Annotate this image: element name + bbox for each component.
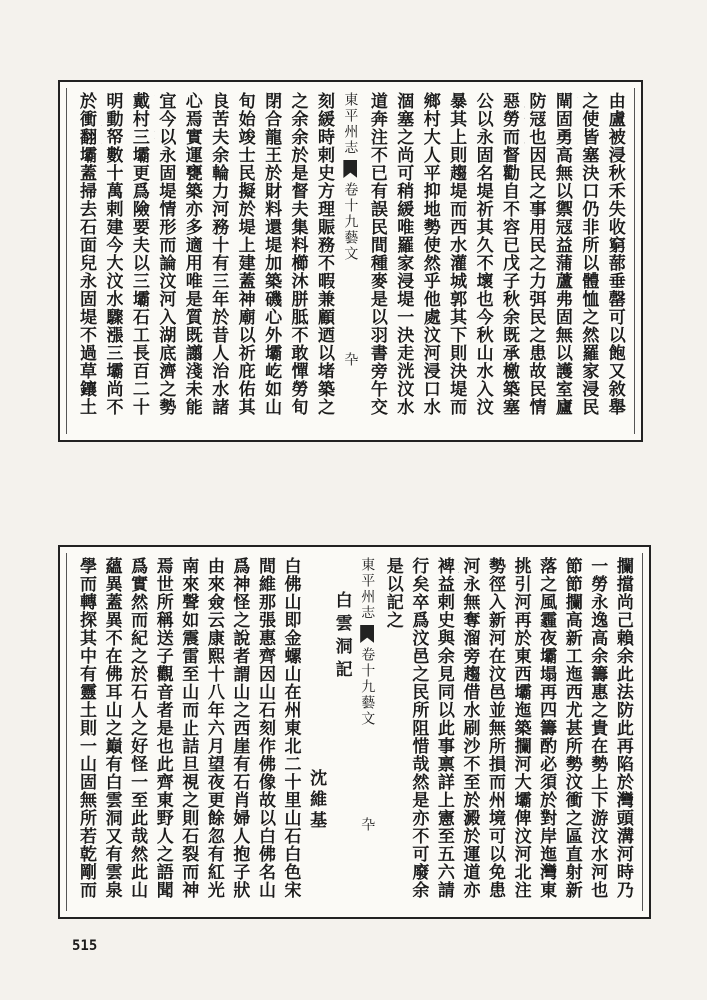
text-column: 蘊異蓋異不在佛耳山之巔有白雲洞又有雲泉 xyxy=(101,557,122,899)
text-column: 爲神怪之說者謂山之西崖有石肖婦人抱子狀 xyxy=(229,557,250,899)
bottom-panel-frame xyxy=(66,553,643,911)
text-column: 於衝翻壩蓋掃去石面兒永固堤不過草鑲土 xyxy=(76,92,96,416)
top-text-columns xyxy=(75,92,626,430)
running-header-column xyxy=(356,557,378,907)
text-column: 節節攔高新工迤西尤甚所勢汶衝之區直射新 xyxy=(561,557,582,899)
book-title: 東平州志 xyxy=(342,92,359,156)
bottom-page-panel xyxy=(58,545,651,919)
text-column: 挑引河再於東西壩迤築攔河大壩俾汶河北注 xyxy=(510,557,531,899)
text-column: 間維那張惠齊因山石刻作佛像故以白佛名山 xyxy=(254,557,275,899)
volume-label: 卷十九 xyxy=(342,182,359,230)
text-column: 明動帑數十萬剌建今大汶水驟漲三壩尚不 xyxy=(102,92,123,416)
top-page-panel xyxy=(58,80,643,442)
text-column: 公以永固名堤祈其久不壞也今秋山水入汶 xyxy=(472,92,493,416)
text-column: 刻緩時剌史方理賑務不暇兼顧迺以堵築之 xyxy=(313,92,334,416)
text-column: 鄉村大人平抑地勢使然乎他處汶河浸口水 xyxy=(419,92,440,416)
text-column: 涸塞之尚可稍緩唯羅家浸堤一決走洸汶水 xyxy=(393,92,414,416)
text-column: 落之風霾夜壩塌再四籌酌必須於對岸迤灣東 xyxy=(536,557,557,899)
text-column: 一勞永逸高余籌惠之貴在勢上下游汶水河也 xyxy=(587,557,608,899)
volume-label: 卷十九 xyxy=(359,647,376,695)
book-title: 東平州志 xyxy=(359,557,376,621)
text-column: 防冦也因民之事用民之力弭民之患故民情 xyxy=(525,92,546,416)
text-column: 閉合龍王於財料還堤加築磯心外壩屹如山 xyxy=(261,92,282,416)
text-column: 裨益剌史與余見同以此事禀詳上憲至五六請 xyxy=(433,557,454,899)
text-column: 旬始竣士民擬於堤上建蓋神廟以祈庇佑其 xyxy=(234,92,255,416)
fish-tail-mark-icon xyxy=(343,160,357,178)
text-column: 白佛山即金螺山在州東北二十里山石白色宋 xyxy=(280,557,301,899)
text-column: 攔擋尚己賴余此法防此再陷於灣頭溝河時乃 xyxy=(612,557,633,899)
text-column: 行矣卒爲汶邑之民所阻惜哉然是亦不可廢余 xyxy=(408,557,429,899)
text-column: 由來僉云康熙十八年六月望夜更餘忽有紅光 xyxy=(203,557,224,899)
text-column: 惡勞而督勸自不容已戊子秋余既承檄築塞 xyxy=(499,92,519,416)
text-column: 由盧被浸秋禾失收窮蔀垂罄可以飽又敘舉 xyxy=(604,92,625,416)
text-column: 南來聲如震雷至山而止詰旦視之則石裂而神 xyxy=(178,557,199,899)
text-column: 是以記之 xyxy=(382,557,403,629)
text-column: 學而轉探其中有靈土則一山固無所若乾剛而 xyxy=(76,557,96,899)
text-column: 戴村三壩更爲險要夫以三壩石工長百二十 xyxy=(128,92,149,416)
bottom-text-columns xyxy=(75,557,634,907)
text-column: 爲實然而紀之於石人之好怪一至此哉然此山 xyxy=(127,557,148,899)
text-column: 河永無奪溜旁趨借水刷沙不至於澱於運道亦 xyxy=(459,557,480,899)
text-column: 心焉實運甕築亦多適用唯是質既譾淺未能 xyxy=(181,92,202,416)
essay-author: 沈維基 xyxy=(306,769,327,832)
text-column: 道奔注不已有誤民間種麥是以羽書旁午交 xyxy=(366,92,387,416)
running-header-column xyxy=(339,92,361,430)
section-label: 藝文 xyxy=(359,695,376,727)
text-column: 焉世所稱送子觀音者是也此齊東野人之語聞 xyxy=(152,557,173,899)
text-column: 之使皆塞決口仍非所以體恤之然羅家浸民 xyxy=(578,92,599,416)
page-number: 515 xyxy=(72,938,98,954)
text-column: 宜今以永固堤情形而論汶河入湖底濟之勢 xyxy=(155,92,176,416)
text-column: 暴其上則趨堤而西水灌城郭其下則決堤而 xyxy=(446,92,467,416)
text-column: 良苦夫余輪力河務十有三年於昔人治水諸 xyxy=(208,92,229,416)
essay-title: 白雲洞記 xyxy=(331,591,352,683)
text-column: 閘固勇高無以禦冦益蒲蘆弗固無以護室廬 xyxy=(551,92,572,416)
fish-tail-mark-icon xyxy=(360,625,374,643)
leaf-number: 卆 xyxy=(342,352,359,368)
top-panel-frame xyxy=(66,88,635,434)
leaf-number: 卆 xyxy=(359,817,376,833)
section-label: 藝文 xyxy=(342,230,359,262)
text-column: 之余余於是督夫集料櫛沐胼胝不敢憚勞旬 xyxy=(287,92,308,416)
text-column: 勢徑入新河在汶邑並無所損而州境可以免患 xyxy=(485,557,505,899)
